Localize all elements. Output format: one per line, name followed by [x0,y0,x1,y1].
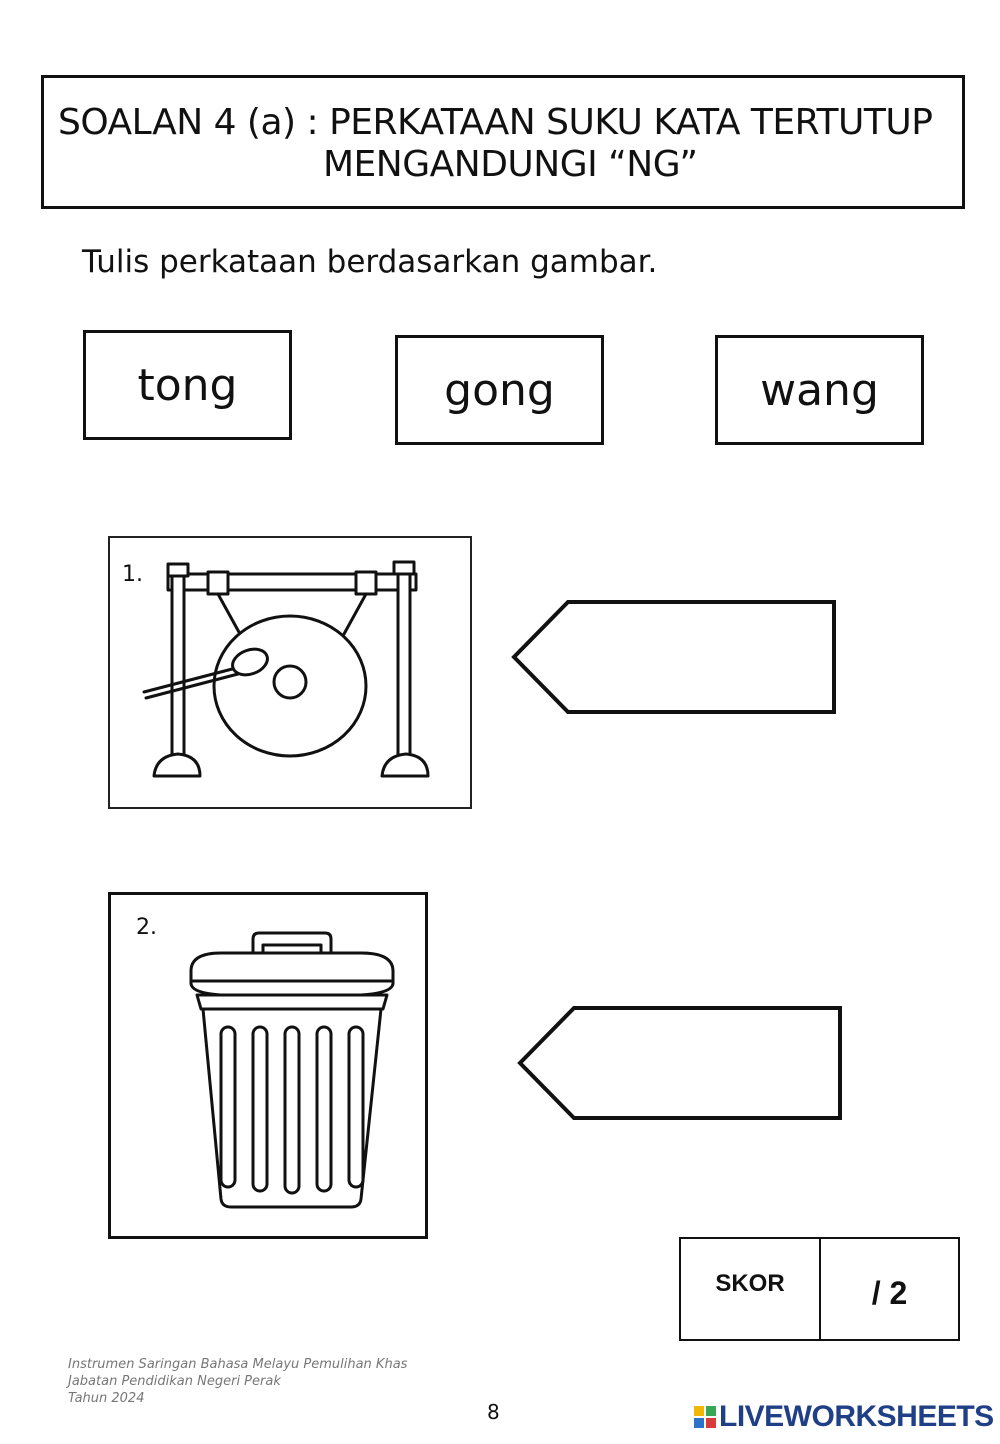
word-bank-item-3[interactable]: wang [715,335,924,445]
title-line-1: SOALAN 4 (a) : PERKATAAN SUKU KATA TERTUTUP [58,102,933,143]
question-2-number: 2. [136,915,157,940]
title-box [41,75,965,209]
score-box [679,1237,960,1341]
question-1-number: 1. [122,562,143,587]
score-value: / 2 [871,1274,908,1311]
question-2-picture [108,892,428,1239]
answer-box-1[interactable] [510,598,840,716]
trash-bin-icon [111,895,425,1236]
liveworksheets-logo-icon [694,1406,716,1428]
instruction-text: Tulis perkataan berdasarkan gambar. [82,244,658,280]
brand-text: LIVEWORKSHEETS [719,1400,994,1433]
gong-icon [110,538,470,807]
word-bank-item-2[interactable]: gong [395,335,604,445]
footer-line-3: Tahun 2024 [68,1391,145,1406]
score-label: SKOR [681,1239,821,1339]
page-number: 8 [487,1400,500,1424]
liveworksheets-brand[interactable] [694,1400,994,1434]
footer-line-2: Jabatan Pendidikan Negeri Perak [68,1374,281,1389]
footer-credits [68,1356,407,1407]
word-bank-item-1[interactable]: tong [83,330,292,440]
question-1-picture [108,536,472,809]
footer-line-1: Instrumen Saringan Bahasa Melayu Pemulihan Khas [68,1357,408,1372]
answer-box-2[interactable] [516,1004,846,1122]
title-line-2: MENGANDUNGI “NG” [323,144,698,185]
